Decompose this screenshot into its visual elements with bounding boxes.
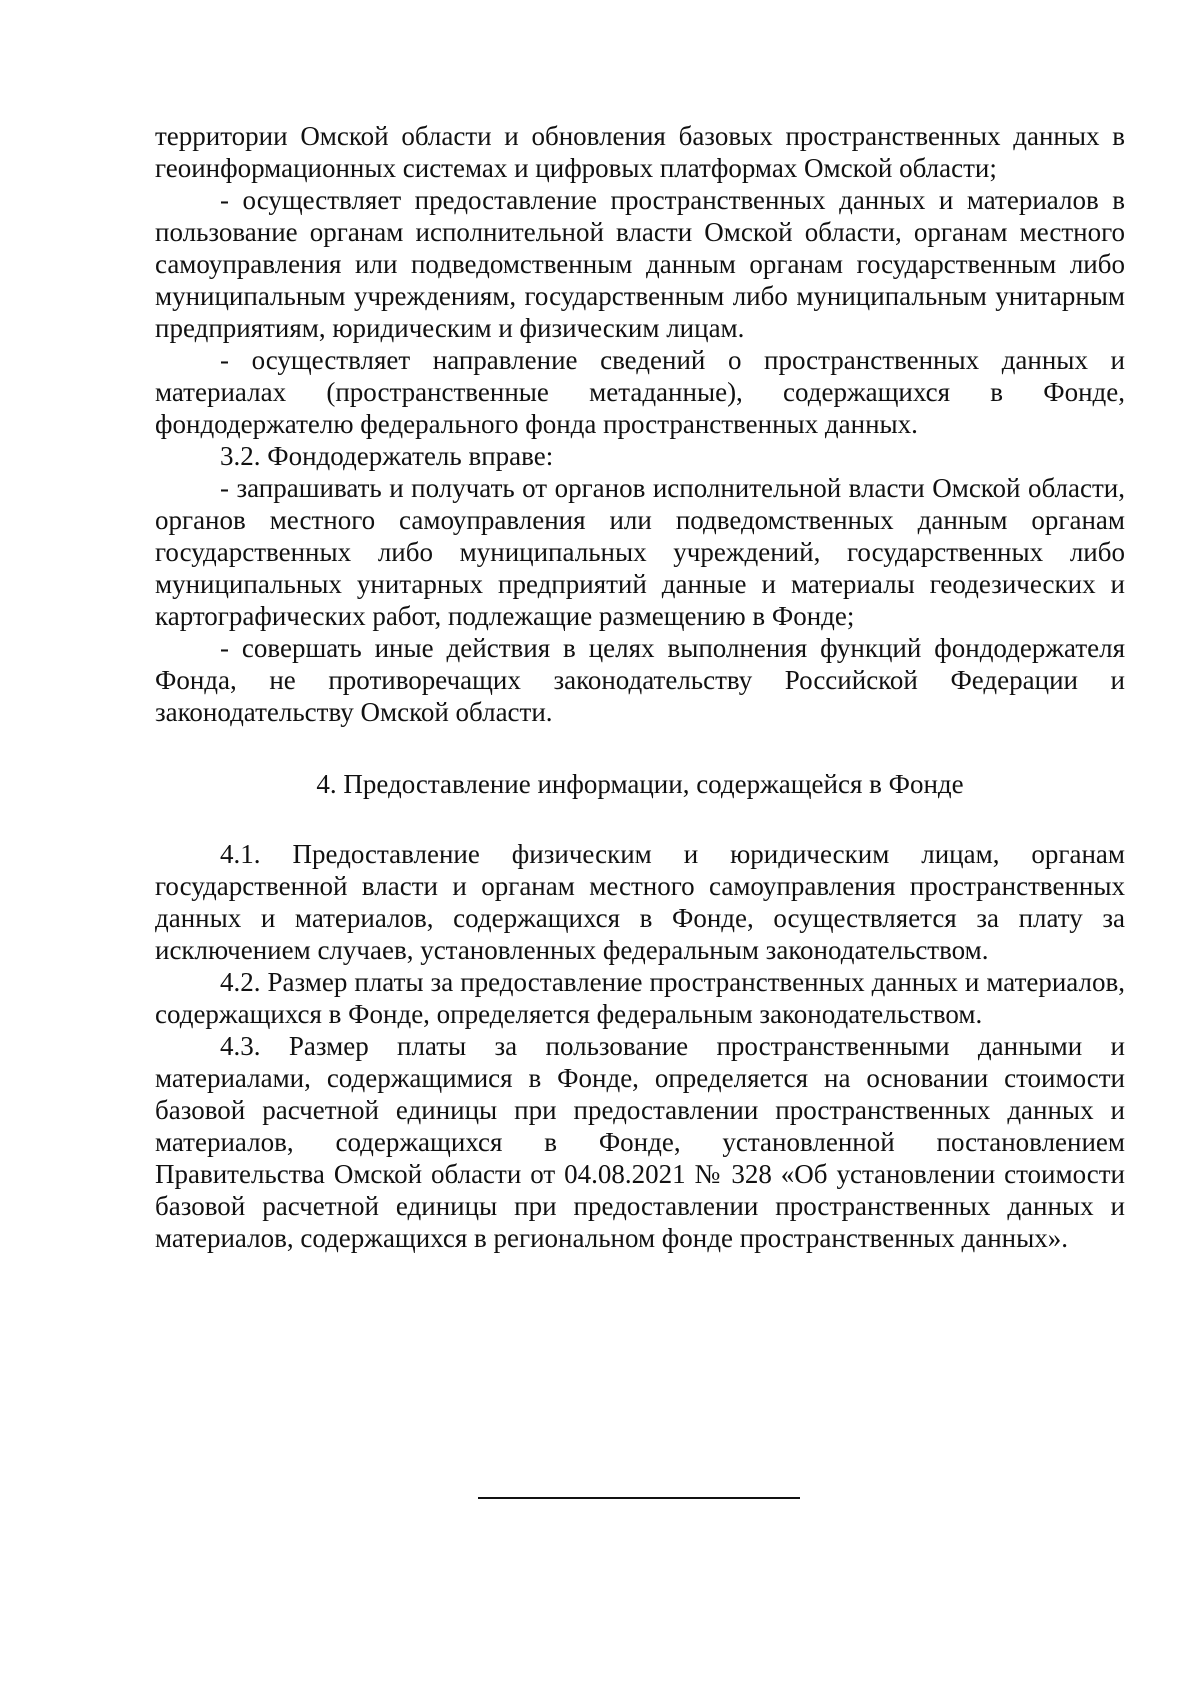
paragraph-continuation: территории Омской области и обновления базовых пространственных данных в геоинформационных системах и цифровых платформах Омской области; <box>155 121 1125 183</box>
end-rule-divider <box>478 1497 800 1499</box>
paragraph-4-2: 4.2. Размер платы за предоставление пространственных данных и материалов, содержащихся в Фонде, определяется федеральным законодательством. <box>155 967 1125 1029</box>
section-4-heading: 4. Предоставление информации, содержащейся в Фонде <box>316 769 964 799</box>
paragraph-3-2: 3.2. Фондодержатель вправе: <box>220 441 554 471</box>
paragraph-request: - запрашивать и получать от органов исполнительной власти Омской области, органов местного самоуправления или подведомственных данным органам государственных либо муниципальных учреждений, государственных либо муниципальных унитарных предприятий данные и материалы геодезических и картографических работ, подлежащие размещению в Фонде; <box>155 473 1125 631</box>
paragraph-provision: - осуществляет предоставление пространственных данных и материалов в пользование органам исполнительной власти Омской области, органам местного самоуправления или подведомственным данным органам государственным либо муниципальным учреждениям, государственным либо муниципальным унитарным предприятиям, юридическим и физическим лицам. <box>155 185 1125 343</box>
paragraph-4-1: 4.1. Предоставление физическим и юридическим лицам, органам государственной власти и органам местного самоуправления пространственных данных и материалов, содержащихся в Фонде, осуществляется за плату за исключением случаев, установленных федеральным законодательством. <box>155 839 1125 965</box>
paragraph-other-actions: - совершать иные действия в целях выполнения функций фондодержателя Фонда, не противоречащих законодательству Российской Федерации и законодательству Омской области. <box>155 633 1125 727</box>
paragraph-4-3: 4.3. Размер платы за пользование пространственными данными и материалами, содержащимися в Фонде, определяется на основании стоимости базовой расчетной единицы при предоставлении пространственных данных и материалов, содержащихся в Фонде, установленной постановлением Правительства Омской области от 04.08.2021 № 328 «Об установлении стоимости базовой расчетной единицы при предоставлении пространственных данных и материалов, содержащихся в региональном фонде пространственных данных». <box>155 1031 1125 1253</box>
paragraph-metadata: - осуществляет направление сведений о пространственных данных и материалах (пространственные метаданные), содержащихся в Фонде, фондодержателю федерального фонда пространственных данных. <box>155 345 1125 439</box>
document-page <box>155 120 1125 1254</box>
